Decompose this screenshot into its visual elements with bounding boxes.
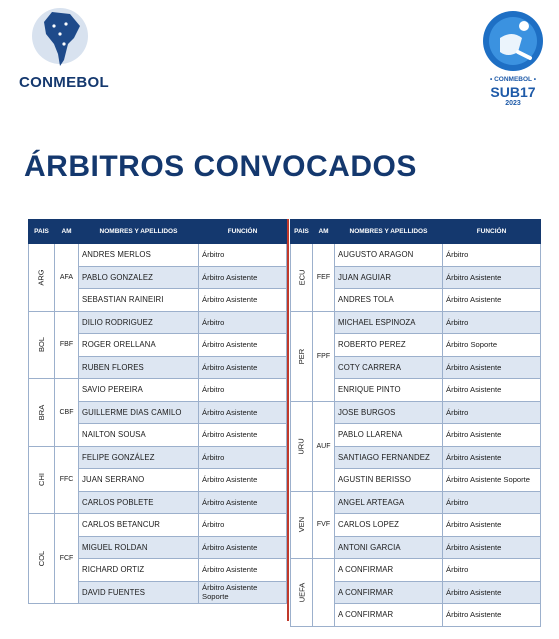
- referee-function: Árbitro Asistente: [199, 266, 287, 289]
- association-code: FVF: [313, 491, 335, 559]
- country-cell: [291, 491, 313, 559]
- country-cell: [29, 311, 55, 379]
- referee-name: FELIPE GONZÁLEZ: [79, 446, 199, 469]
- referee-name: ROGER ORELLANA: [79, 334, 199, 357]
- column-header-pais: PAIS: [29, 220, 55, 244]
- sub17-logo: [478, 8, 548, 118]
- association-code: FFC: [55, 446, 79, 514]
- table-row: [29, 311, 287, 334]
- country-code: BRA: [36, 404, 46, 420]
- referee-name: CARLOS LOPEZ: [335, 514, 443, 537]
- referee-name: NAILTON SOUSA: [79, 424, 199, 447]
- referee-function: Árbitro Soporte: [443, 334, 541, 357]
- referee-function: Árbitro Asistente: [443, 356, 541, 379]
- referee-function: Árbitro Asistente: [199, 334, 287, 357]
- country-code: BOL: [36, 337, 46, 353]
- referee-function: Árbitro Asistente: [443, 266, 541, 289]
- referee-function: Árbitro Asistente: [199, 356, 287, 379]
- association-code: FPF: [313, 311, 335, 401]
- country-cell: [291, 559, 313, 627]
- column-header-am: AM: [55, 220, 79, 244]
- referee-function: Árbitro Asistente Soporte: [443, 469, 541, 492]
- referees-table-left: [28, 219, 287, 604]
- association-code: AUF: [313, 401, 335, 491]
- referee-name: COTY CARRERA: [335, 356, 443, 379]
- association-code: FEF: [313, 244, 335, 312]
- country-cell: [291, 244, 313, 312]
- sub17-org-label: • CONMEBOL •: [490, 76, 536, 83]
- referee-name: ANTONI GARCIA: [335, 536, 443, 559]
- table-row: [29, 446, 287, 469]
- referee-function: Árbitro Asistente: [443, 604, 541, 627]
- column-header-nombres: NOMBRES Y APELLIDOS: [79, 220, 199, 244]
- country-code: ARG: [36, 269, 46, 286]
- column-header-funcion: FUNCIÓN: [199, 220, 287, 244]
- referee-name: A CONFIRMAR: [335, 604, 443, 627]
- referee-name: ANDRES MERLOS: [79, 244, 199, 267]
- column-header-pais: PAIS: [291, 220, 313, 244]
- referee-name: RUBEN FLORES: [79, 356, 199, 379]
- referee-function: Árbitro Asistente: [199, 289, 287, 312]
- sub17-title: SUB17: [490, 84, 536, 100]
- referee-function: Árbitro Asistente: [443, 446, 541, 469]
- referee-function: Árbitro: [443, 311, 541, 334]
- referee-name: SAVIO PEREIRA: [79, 379, 199, 402]
- table-row: [291, 559, 541, 582]
- referee-name: A CONFIRMAR: [335, 559, 443, 582]
- referee-name: ANGEL ARTEAGA: [335, 491, 443, 514]
- country-cell: [29, 379, 55, 447]
- continent-emblem-icon: [30, 4, 90, 70]
- table-row: [291, 491, 541, 514]
- referee-name: PABLO GONZALEZ: [79, 266, 199, 289]
- table-row: [291, 311, 541, 334]
- referee-name: DILIO RODRIGUEZ: [79, 311, 199, 334]
- referee-name: ENRIQUE PINTO: [335, 379, 443, 402]
- country-cell: [29, 446, 55, 514]
- association-code: FCF: [55, 514, 79, 604]
- association-code: [313, 559, 335, 627]
- referee-function: Árbitro: [199, 514, 287, 537]
- referee-name: GUILLERME DIAS CAMILO: [79, 401, 199, 424]
- referee-function: Árbitro Asistente: [443, 379, 541, 402]
- country-code: URU: [297, 437, 306, 455]
- referee-function: Árbitro: [443, 559, 541, 582]
- country-cell: [29, 244, 55, 312]
- table-row: [29, 379, 287, 402]
- referee-function: Árbitro: [199, 311, 287, 334]
- referee-name: AGUSTIN BERISSO: [335, 469, 443, 492]
- referee-function: Árbitro Asistente: [199, 536, 287, 559]
- referee-name: JUAN SERRANO: [79, 469, 199, 492]
- referee-function: Árbitro: [199, 379, 287, 402]
- referee-name: RICHARD ORTIZ: [79, 559, 199, 582]
- referee-name: MICHAEL ESPINOZA: [335, 311, 443, 334]
- referee-function: Árbitro Asistente: [443, 536, 541, 559]
- table-row: [29, 514, 287, 537]
- referee-function: Árbitro: [443, 401, 541, 424]
- referee-name: SANTIAGO FERNANDEZ: [335, 446, 443, 469]
- referee-name: ANDRES TOLA: [335, 289, 443, 312]
- conmebol-logo: [8, 4, 112, 96]
- country-code: ECU: [297, 269, 306, 286]
- referee-name: PABLO LLARENA: [335, 424, 443, 447]
- column-header-funcion: FUNCIÓN: [443, 220, 541, 244]
- association-code: FBF: [55, 311, 79, 379]
- referee-function: Árbitro Asistente: [443, 424, 541, 447]
- referees-table-right: [290, 219, 541, 627]
- referee-function: Árbitro Asistente Soporte: [199, 581, 287, 604]
- referee-name: ROBERTO PEREZ: [335, 334, 443, 357]
- referee-function: Árbitro Asistente: [199, 559, 287, 582]
- page-title: ÁRBITROS CONVOCADOS: [24, 150, 417, 183]
- referee-function: Árbitro Asistente: [443, 289, 541, 312]
- referee-function: Árbitro: [199, 446, 287, 469]
- country-code: PER: [296, 348, 306, 364]
- referee-name: SEBASTIAN RAINEIRI: [79, 289, 199, 312]
- referee-function: Árbitro: [443, 491, 541, 514]
- referee-name: MIGUEL ROLDAN: [79, 536, 199, 559]
- country-code: COL: [36, 550, 46, 567]
- table-row: [29, 244, 287, 267]
- country-code: UEFA: [297, 582, 306, 603]
- referee-name: JUAN AGUIAR: [335, 266, 443, 289]
- conmebol-wordmark: CONMEBOL: [19, 74, 109, 91]
- association-code: AFA: [55, 244, 79, 312]
- referee-function: Árbitro: [199, 244, 287, 267]
- referee-name: A CONFIRMAR: [335, 581, 443, 604]
- referee-function: Árbitro Asistente: [199, 401, 287, 424]
- referee-name: JOSE BURGOS: [335, 401, 443, 424]
- referee-name: CARLOS BETANCUR: [79, 514, 199, 537]
- tournament-ball-icon: [478, 8, 548, 74]
- country-code: VEN: [296, 517, 306, 533]
- referees-tables: [28, 219, 540, 621]
- column-header-nombres: NOMBRES Y APELLIDOS: [335, 220, 443, 244]
- column-header-am: AM: [313, 220, 335, 244]
- country-code: CHI: [36, 473, 46, 487]
- referee-function: Árbitro: [443, 244, 541, 267]
- referee-function: Árbitro Asistente: [199, 424, 287, 447]
- table-row: [291, 401, 541, 424]
- country-cell: [291, 401, 313, 491]
- referee-function: Árbitro Asistente: [199, 491, 287, 514]
- referee-function: Árbitro Asistente: [443, 514, 541, 537]
- association-code: CBF: [55, 379, 79, 447]
- country-cell: [29, 514, 55, 604]
- country-cell: [291, 311, 313, 401]
- referee-name: AUGUSTO ARAGON: [335, 244, 443, 267]
- referee-function: Árbitro Asistente: [199, 469, 287, 492]
- referee-name: DAVID FUENTES: [79, 581, 199, 604]
- referee-name: CARLOS POBLETE: [79, 491, 199, 514]
- table-row: [291, 244, 541, 267]
- sub17-year: 2023: [505, 100, 521, 107]
- referee-function: Árbitro Asistente: [443, 581, 541, 604]
